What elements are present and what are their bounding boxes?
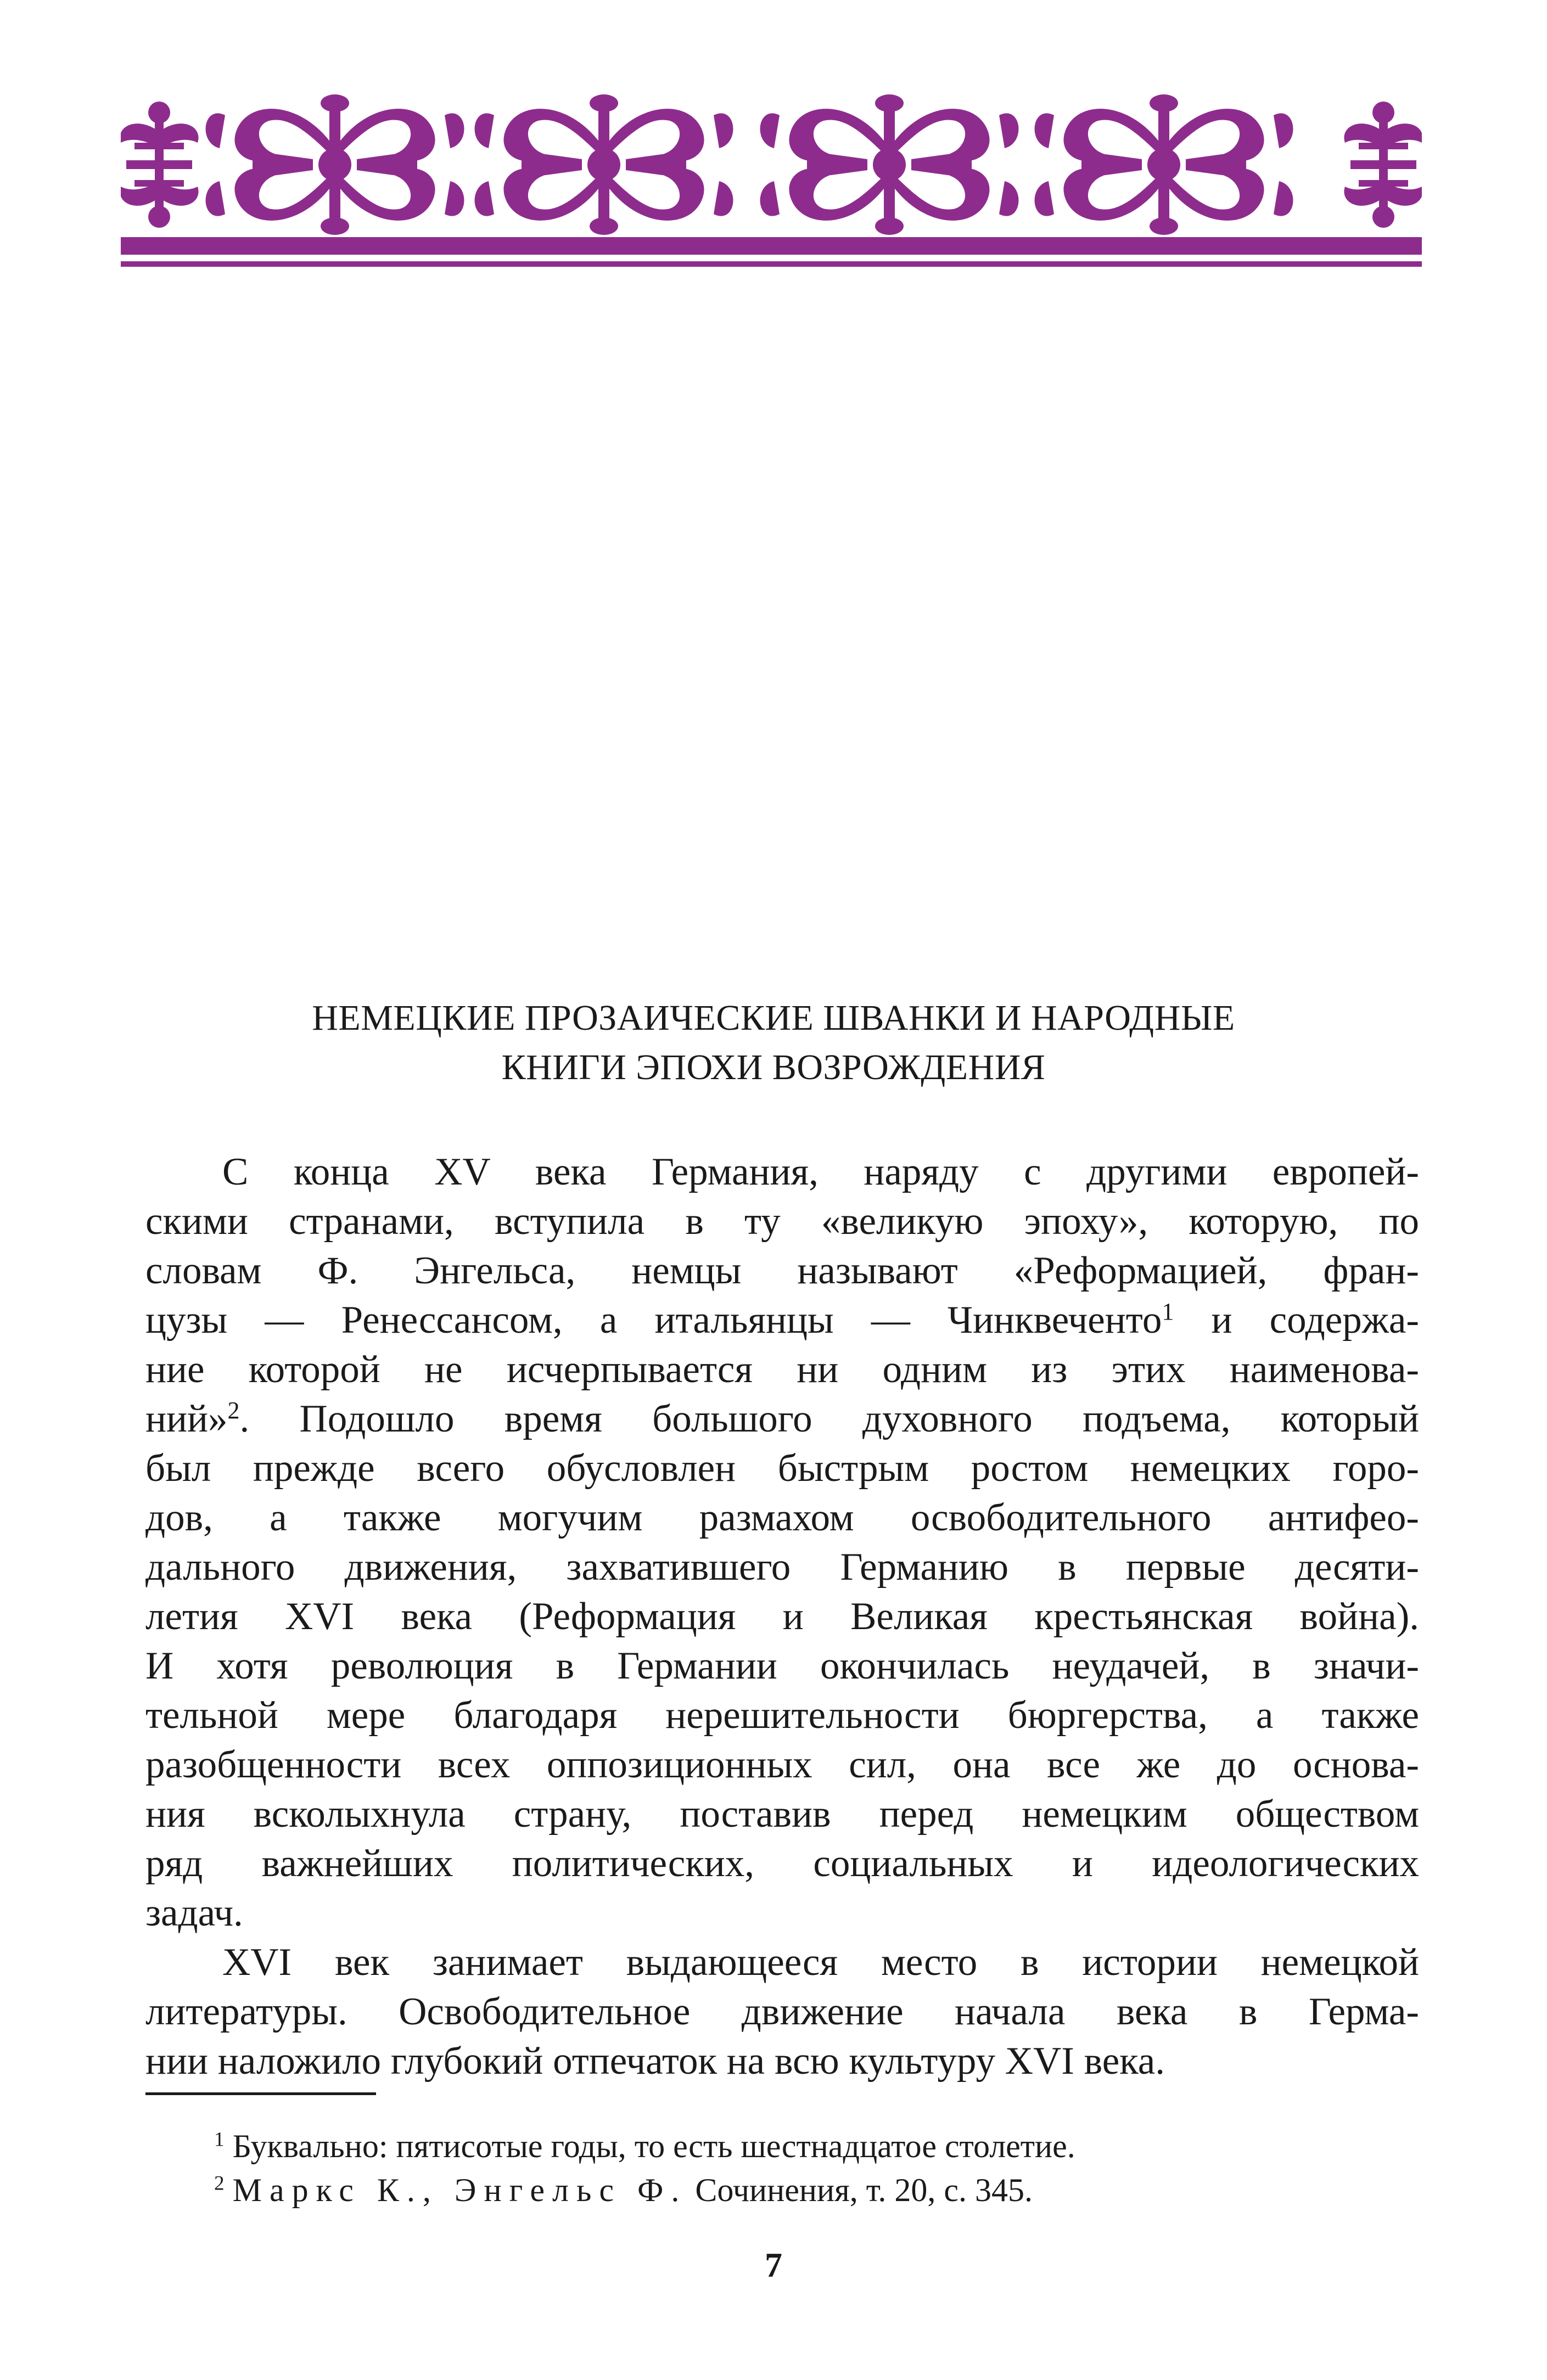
text-line: задач. (145, 1891, 243, 1934)
footnote-marker: 1 (214, 2128, 225, 2151)
footnotes (214, 2124, 1422, 2212)
text-line: тельной мере благодаря нерешительности бюргерства, а также (145, 1694, 1419, 1737)
footnote-text: Сочинения, т. 20, с. 345. (695, 2172, 1033, 2208)
footnote-1 (214, 2124, 1422, 2168)
text-line: был прежде всего обусловлен быстрым ростом немецких горо- (145, 1447, 1419, 1490)
text-line: нии наложило глубокий отпечаток на всю культуру XVI века. (145, 2040, 1165, 2082)
main-text (145, 1147, 1419, 2086)
page-number: 7 (765, 2246, 782, 2284)
footnote-reference: 1 (1162, 1298, 1174, 1325)
text-line: ния всколыхнула страну, поставив перед немецким обществом (145, 1793, 1419, 1835)
footnote-text: Буквально: пятисотые годы, то есть шестнадцатое столетие. (232, 2128, 1075, 2164)
text-line: И хотя революция в Германии окончилась неудачей, в значи- (145, 1644, 1419, 1687)
text-line: дов, а также могучим размахом освободительного антифео- (145, 1496, 1419, 1539)
text-line: разобщенности всех оппозиционных сил, она все же до основа- (145, 1743, 1419, 1786)
footnote-marker: 2 (214, 2172, 225, 2195)
text-line: словам Ф. Энгельса, немцы называют «Реформацией, фран- (145, 1249, 1419, 1292)
text-line: литературы. Освободительное движение начала века в Герма- (145, 1990, 1419, 2033)
footnote-reference: 2 (227, 1396, 240, 1424)
text-line: цузы — Ренессансом, а итальянцы — Чинквеченто$^1$ и содержа- (145, 1298, 1419, 1341)
text-line: скими странами, вступила в ту «великую эпоху», которую, по (145, 1200, 1419, 1243)
text-line: С конца XV века Германия, наряду с другими европей- (222, 1150, 1419, 1193)
text-line: XVI век занимает выдающееся место в истории немецкой (222, 1941, 1419, 1984)
chapter-title (165, 993, 1382, 1092)
text-line: ний»$^2$. Подошло время большого духовного подъема, который (145, 1396, 1419, 1440)
footnote-author: Маркс К., Энгельс Ф. (232, 2172, 687, 2208)
text-line: ние которой не исчерпывается ни одним из этих наименова- (145, 1348, 1419, 1391)
chapter-title-line: НЕМЕЦКИЕ ПРОЗАИЧЕСКИЕ ШВАНКИ И НАРОДНЫЕ (312, 998, 1235, 1038)
footnote-2 (214, 2168, 1422, 2212)
chapter-title-line: КНИГИ ЭПОХИ ВОЗРОЖДЕНИЯ (501, 1047, 1046, 1087)
floral-ornament-border-icon (121, 88, 1422, 280)
text-line: ряд важнейших политических, социальных и идеологических (145, 1842, 1419, 1885)
footnote-separator (145, 2092, 376, 2095)
text-line: летия XVI века (Реформация и Великая крестьянская война). (145, 1595, 1419, 1638)
text-line: дального движения, захватившего Германию в первые десяти- (145, 1546, 1419, 1588)
